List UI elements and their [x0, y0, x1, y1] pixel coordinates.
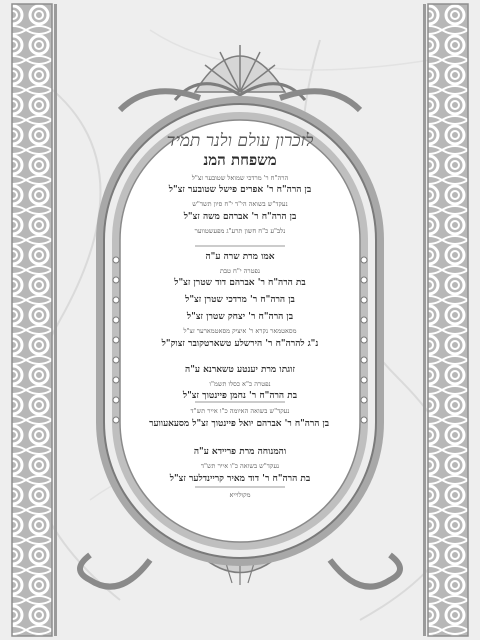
line-14: בת הרה"ח ר' נחמן פיינטוך זצ"ל [182, 391, 298, 401]
line-1: בן הרה"ח ר' אפרים פישל שטובער זצ"ל [168, 185, 312, 195]
line-9: בן הרה"ח ר' יצחק שטרן זצ"ל [186, 312, 294, 322]
line-3: בן הרה"ח ר' אברהם משה זצ"ל [183, 212, 297, 222]
left-ornament-border [12, 4, 57, 636]
family-name: משפחת המנ [203, 151, 277, 169]
line-17: והמנוחה מרת פריידא ע"ה [193, 447, 287, 457]
line-11: נ"ג להרה"ח ר' הירשלע טשארטקובר זצוק"ל [161, 339, 319, 349]
line-10: מסאטמאר נקרא ר' איציק מסאטמארער זצ"ל [183, 327, 297, 335]
line-6: נפטרה י"ח טבת [219, 267, 261, 275]
line-7: בת הרה"ח ר' אברהם דוד שטרן זצ"ל [174, 278, 306, 288]
line-2: נעקד"ש בשואה הי"ד י"ח סיון תשד"ש [192, 200, 288, 208]
line-13: נפטרה כ"א כסלו תשמ"ו [209, 380, 271, 388]
line-15: נעקד"ש בשואה האיומה כ"ו אייר תש"ד [190, 407, 290, 415]
line-18: נעקד"ש בשואה כ"ו אייר תש"ד [200, 462, 280, 470]
line-4: נלב"ע כ"ח חשון תרע"ג מפעשטווער [194, 227, 286, 235]
line-5: אמו מרת שרה ע"ה [205, 252, 275, 262]
right-ornament-border [423, 4, 468, 636]
plaque-title: לזכרון עולם ולנר תמיד [166, 131, 314, 151]
line-19: בת הרה"ח ר' דוד מאיר קריינדלער זצ"ל [169, 474, 311, 484]
line-12: זוגתו מרת יענטע טשארנא ע"ה [185, 365, 295, 375]
line-16: בן הרה"ח ר' אברהם יואל פיינטוך זצ"ל מסעאעווער [149, 419, 330, 429]
line-8: בן הרה"ח ר' מרדכי שטרן זצ"ל [185, 295, 295, 305]
line-0: הרה"ח ר' מרדכי שמואל שטובער זצ"ל [191, 174, 289, 182]
line-20: מקולוייא [229, 491, 251, 499]
